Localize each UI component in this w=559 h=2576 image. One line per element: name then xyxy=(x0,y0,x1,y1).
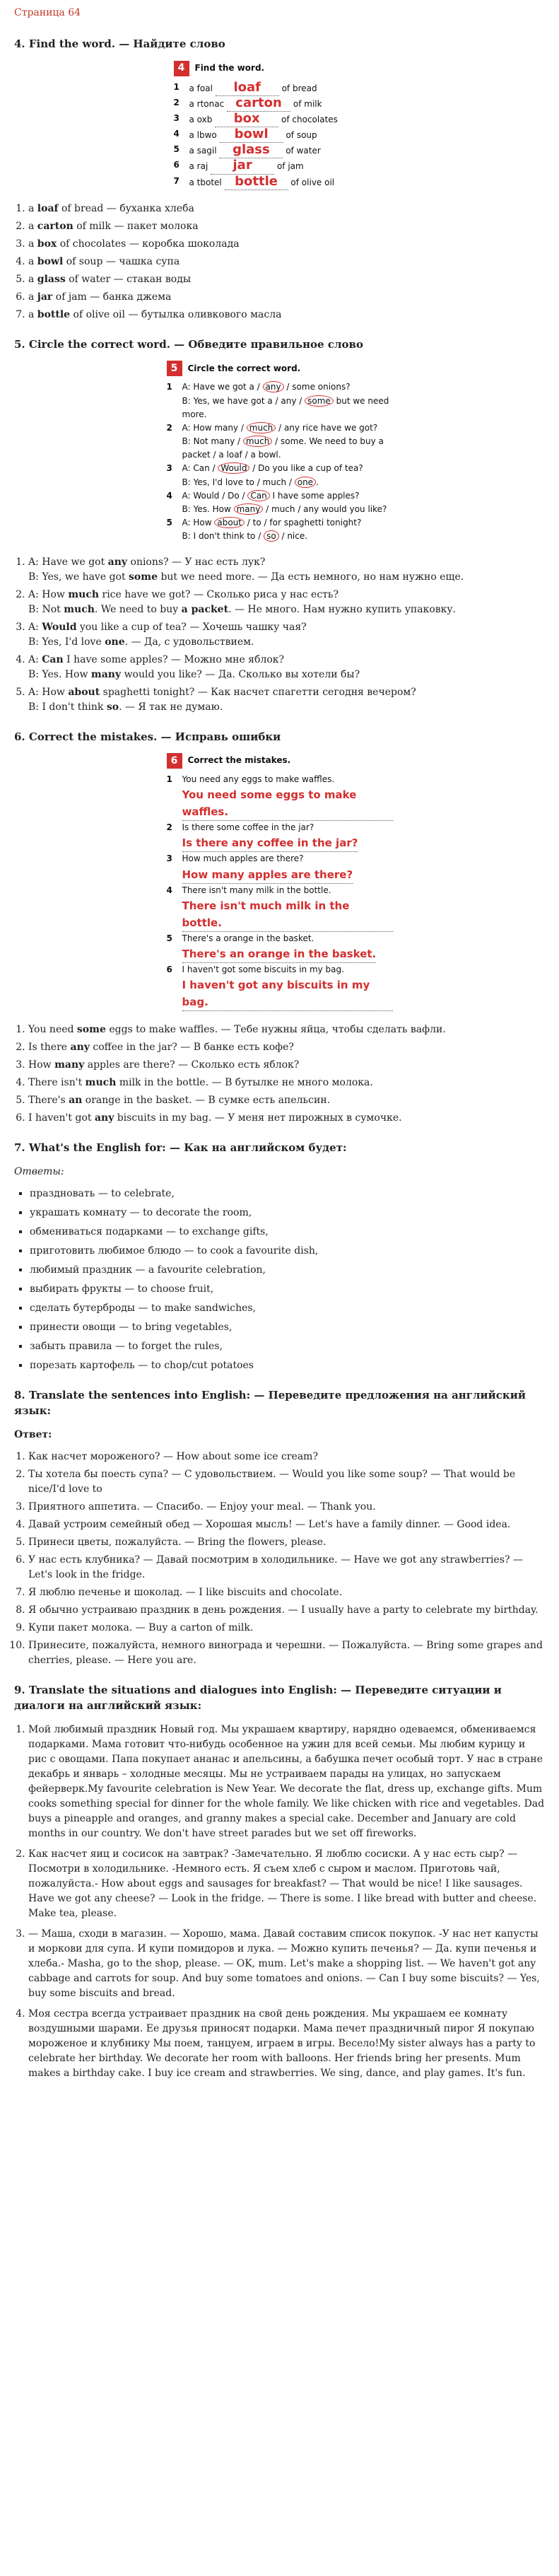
exercise-row xyxy=(167,380,393,421)
answer-item xyxy=(28,685,545,715)
row-suffix: of bread xyxy=(281,83,317,93)
row-body xyxy=(182,516,362,543)
answer-item xyxy=(28,237,545,252)
answer-line-a xyxy=(28,620,545,635)
section-4-answers xyxy=(14,202,545,322)
answer-word: some xyxy=(76,1024,106,1036)
answer-item xyxy=(28,1093,545,1108)
line-text: B: Not many / xyxy=(182,436,243,447)
vocab-item: ▪ забыть правила — to forget the rules, xyxy=(30,1339,545,1354)
exercise-5-rows xyxy=(167,380,393,543)
section-8-label: Ответ: xyxy=(14,1428,52,1440)
dialogue-line-b xyxy=(182,530,362,543)
answer-text: of jam — банка джема xyxy=(52,291,172,303)
answer-word: bowl xyxy=(37,255,64,267)
row-number: 4 xyxy=(173,129,180,139)
answer-word: much xyxy=(85,1077,117,1089)
section-8-list xyxy=(14,1450,545,1668)
answer-word: some xyxy=(129,571,158,583)
answer-text: but we need more. — Да есть немного, но нам нужно еще. xyxy=(158,571,464,583)
answer-item xyxy=(28,1076,545,1090)
answer-item xyxy=(28,308,545,322)
answer-line-a xyxy=(28,685,545,700)
answer-word: any xyxy=(94,1112,114,1124)
row-number: 1 xyxy=(166,774,172,785)
answer-line-a xyxy=(28,653,545,668)
original-sentence: I haven't got some biscuits in my bag. xyxy=(182,964,344,974)
line-text: A: How many / xyxy=(182,422,247,433)
handwritten-answer: bowl xyxy=(234,127,269,142)
handwritten-correction: Is there any coffee in the jar? xyxy=(182,834,358,852)
scrambled-word: a rtonac xyxy=(189,98,225,109)
answer-line-a xyxy=(28,588,545,602)
section-6-answers xyxy=(14,1022,545,1126)
answer-word: many xyxy=(90,668,122,680)
exercise-row xyxy=(167,462,393,489)
answer-line-b xyxy=(28,602,545,617)
scrambled-word: a lbwo xyxy=(189,130,217,141)
row-number: 3 xyxy=(166,853,172,864)
row-suffix: of water xyxy=(286,146,321,156)
translation-item: 9. Купи пакет молока. — Buy a carton of milk. xyxy=(28,1621,545,1636)
line-text: A: How xyxy=(182,518,215,528)
section-7-list xyxy=(14,1187,545,1373)
answer-text: you like a cup of tea? — Хочешь чашку чая? xyxy=(76,621,307,633)
vocab-item: ▪ праздновать — to celebrate, xyxy=(30,1187,545,1201)
circled-word: any xyxy=(263,381,284,392)
vocab-item: ▪ приготовить любимое блюдо — to cook a favourite dish, xyxy=(30,1244,545,1259)
translation-item: 6. У нас есть клубника? — Давай посмотрим в холодильнике. — Have we got any strawberries? — Let's look in the fridge. xyxy=(28,1553,545,1583)
answer-text: of bread — буханка хлеба xyxy=(58,202,194,214)
answer-text: I have some apples? — Можно мне яблок? xyxy=(63,653,285,665)
handwritten-answer: jar xyxy=(233,158,252,173)
original-sentence: There's a orange in the basket. xyxy=(182,933,314,943)
answer-item xyxy=(28,588,545,617)
section-9-list xyxy=(14,1723,545,2081)
answer-item xyxy=(28,219,545,234)
row-number: 6 xyxy=(166,964,172,974)
handwritten-answer: carton xyxy=(235,95,282,110)
exercise-row xyxy=(167,884,393,932)
row-body xyxy=(189,96,322,112)
vocab-item: ▪ выбирать фрукты — to choose fruit, xyxy=(30,1282,545,1297)
original-sentence: Is there some coffee in the jar? xyxy=(182,822,314,833)
answer-line-b xyxy=(28,570,545,585)
circled-word: about xyxy=(214,517,245,528)
answer-text: rice have we got? — Сколько риса у нас есть? xyxy=(99,588,339,600)
circled-word: one xyxy=(295,477,316,488)
vocab-item: ▪ обмениваться подарками — to exchange gifts, xyxy=(30,1225,545,1240)
answer-text: of milk — пакет молока xyxy=(73,220,199,232)
line-text: / to / for spaghetti tonight? xyxy=(244,518,362,528)
section-4-title: 4. Find the word. — Найдите слово xyxy=(14,37,225,50)
scrambled-word: a oxb xyxy=(189,114,213,124)
handwritten-correction: How many apples are there? xyxy=(182,866,353,884)
handwritten-correction: I haven't got any biscuits in my bag. xyxy=(182,977,393,1011)
answer-item xyxy=(28,1058,545,1073)
row-number: 1 xyxy=(166,382,172,392)
row-number: 4 xyxy=(166,490,172,501)
answer-word: a packet xyxy=(181,603,229,615)
dialogue-line-b xyxy=(182,476,363,489)
situation-item xyxy=(28,1927,545,2001)
section-9-title: 9. Translate the situations and dialogues into English: — Переведите ситуации и диалоги на английский язык: xyxy=(14,1683,502,1713)
scrambled-word: a sagil xyxy=(189,146,217,156)
row-body xyxy=(182,462,363,489)
exercise-row xyxy=(167,516,393,543)
row-number: 6 xyxy=(173,160,180,170)
answer-blank xyxy=(211,158,274,174)
answer-text: milk in the bottle. — В бутылке не много молока. xyxy=(116,1077,373,1089)
answer-text: . We need to buy xyxy=(94,603,182,615)
row-number: 5 xyxy=(166,518,172,528)
translation-item: 3. Приятного аппетита. — Спасибо. — Enjoy your meal. — Thank you. xyxy=(28,1500,545,1515)
section-7-title: 7. What's the English for: — Как на английском будет: xyxy=(14,1141,347,1155)
situation-text: 3. — Маша, сходи в магазин. — Хорошо, мама. Давай составим список покупок. -У нас нет капусты и моркови для супа. И купи помидоров и лука. — Можно купить печенья? — Да. купи печенья и хлеба.- Masha, go to the shop, please. — OK, mum. Let's make a shopping list. — We haven't got any cabbage and carrots for soup. And buy some tomatoes and onions. — Can I buy some biscuits? — Yes, buy some biscuits and bread. xyxy=(28,1928,540,1999)
row-body xyxy=(189,81,317,96)
answer-text: a xyxy=(28,291,37,303)
answer-word: an xyxy=(69,1095,83,1107)
dialogue-line-a xyxy=(182,462,363,475)
dialogue-line-a xyxy=(182,516,362,530)
handwritten-answer: box xyxy=(233,110,260,126)
exercise-row xyxy=(174,175,386,190)
answer-item xyxy=(28,290,545,305)
answer-item xyxy=(28,1040,545,1055)
exercise-row xyxy=(167,932,393,963)
row-suffix: of soup xyxy=(286,130,317,141)
answer-word: one xyxy=(105,636,125,648)
translation-item: 10. Принесите, пожалуйста, немного винограда и черешни. — Пожалуйста. — Bring some grapes and cherries, please. — Here you are. xyxy=(28,1638,545,1668)
section-6-title: 6. Correct the mistakes. — Исправь ошибки xyxy=(14,730,281,743)
exercise-title: Find the word. xyxy=(194,62,265,73)
row-body xyxy=(182,963,393,1011)
answer-word: so xyxy=(106,701,119,713)
answer-item xyxy=(28,272,545,287)
answer-text: of chocolates — коробка шоколада xyxy=(57,238,240,250)
answer-text: . — Да, с удовольствием. xyxy=(124,636,254,648)
answer-text: B: Yes, I'd love xyxy=(28,636,105,648)
original-sentence: You need any eggs to make waffles. xyxy=(182,774,335,785)
answer-blank xyxy=(215,112,278,127)
page-label: Страница 64 xyxy=(14,7,81,18)
dialogue-line-a xyxy=(182,489,387,503)
section-5-title: 5. Circle the correct word. — Обведите правильное слово xyxy=(14,337,363,351)
exercise-number: 6 xyxy=(167,753,182,769)
row-number: 2 xyxy=(166,822,172,833)
exercise-number: 5 xyxy=(167,361,182,376)
line-text: A: Have we got a / xyxy=(182,382,263,392)
answer-text: . — Я так не думаю. xyxy=(119,701,223,713)
exercise-5-image xyxy=(167,361,393,543)
answer-line-b xyxy=(28,700,545,715)
exercise-row xyxy=(167,852,393,883)
answer-text: I haven't got xyxy=(28,1112,95,1124)
line-text: . xyxy=(316,477,319,487)
row-body xyxy=(182,489,387,516)
answer-word: any xyxy=(107,556,128,568)
answer-text: a xyxy=(28,255,37,267)
translation-item: 2. Ты хотела бы поесть супа? — С удовольствием. — Would you like some soup? — That would be nice/I'd love to xyxy=(28,1467,545,1497)
original-sentence: How much apples are there? xyxy=(182,853,304,864)
row-body xyxy=(189,127,317,143)
answer-word: Would xyxy=(42,621,77,633)
line-text: B: Yes, I'd love to / much / xyxy=(182,477,295,487)
answer-text: B: Not xyxy=(28,603,64,615)
line-text: but we need more. xyxy=(182,395,389,419)
answer-text: apples are there? — Сколько есть яблок? xyxy=(84,1059,300,1071)
vocab-item: ▪ сделать бутерброды — to make sandwiches, xyxy=(30,1301,545,1316)
answer-blank xyxy=(219,143,283,158)
row-body xyxy=(189,143,321,158)
exercise-4-image xyxy=(174,61,386,190)
handwritten-answer: loaf xyxy=(233,79,261,95)
answer-text: B: Yes, we have got xyxy=(28,571,129,583)
scrambled-word: a foal xyxy=(189,83,213,93)
line-text: / nice. xyxy=(278,531,308,542)
row-body xyxy=(182,932,377,963)
answer-item xyxy=(28,620,545,650)
line-text: / Do you like a cup of tea? xyxy=(249,463,363,474)
line-text: / some onions? xyxy=(283,382,351,392)
row-number: 1 xyxy=(173,81,180,92)
answer-item xyxy=(28,1111,545,1126)
answer-text: . — Не много. Нам нужно купить упаковку. xyxy=(228,603,457,615)
row-body xyxy=(189,175,335,190)
row-body xyxy=(189,112,338,127)
answer-word: much xyxy=(64,603,95,615)
answer-text: of olive oil — бутылка оливкового масла xyxy=(70,308,282,320)
answer-word: much xyxy=(68,588,100,600)
row-suffix: of milk xyxy=(293,98,322,109)
answer-text: coffee in the jar? — В банке есть кофе? xyxy=(89,1042,294,1054)
dialogue-line-b xyxy=(182,435,393,462)
row-number: 5 xyxy=(166,933,172,943)
exercise-title: Correct the mistakes. xyxy=(187,755,291,766)
circled-word: Can xyxy=(247,490,269,501)
exercise-title: Circle the correct word. xyxy=(187,363,301,373)
exercise-row xyxy=(167,489,393,516)
line-text: I have some apples? xyxy=(269,490,360,501)
answer-text: B: I don't think xyxy=(28,701,107,713)
dialogue-line-b xyxy=(182,395,393,421)
answer-item xyxy=(28,255,545,269)
translation-item: 1. Как насчет мороженого? — How about some ice cream? xyxy=(28,1450,545,1464)
circled-word: Would xyxy=(218,462,249,474)
row-body xyxy=(182,421,393,462)
line-text: B: Yes, we have got a / any / xyxy=(182,395,305,406)
answer-text: spaghetti tonight? — Как насчет спагетти сегодня вечером? xyxy=(100,686,416,698)
answer-text: A: xyxy=(28,653,42,665)
vocab-item: ▪ порезать картофель — to chop/cut potatoes xyxy=(30,1358,545,1373)
row-body xyxy=(182,884,393,932)
answer-blank xyxy=(225,175,288,190)
scrambled-word: a raj xyxy=(189,161,208,172)
section-5-answers xyxy=(14,555,545,715)
circled-word: many xyxy=(234,503,264,515)
exercise-row xyxy=(167,773,393,821)
row-body xyxy=(182,380,393,421)
row-body xyxy=(182,852,353,883)
answer-line-b xyxy=(28,635,545,650)
translation-item: 4. Давай устроим семейный обед — Хорошая мысль! — Let's have a family dinner. — Good idea. xyxy=(28,1517,545,1532)
answer-text: eggs to make waffles. — Тебе нужны яйца, чтобы сделать вафли. xyxy=(105,1024,446,1036)
answer-text: There's xyxy=(28,1095,69,1107)
row-number: 2 xyxy=(173,97,180,107)
row-body xyxy=(182,773,393,821)
answer-text: a xyxy=(28,308,37,320)
situation-item xyxy=(28,1723,545,1841)
circled-word: so xyxy=(264,530,279,542)
answer-word: Can xyxy=(42,653,64,665)
dialogue-line-a xyxy=(182,421,393,435)
row-suffix: of olive oil xyxy=(290,177,335,187)
vocab-item: ▪ любимый праздник — a favourite celebration, xyxy=(30,1263,545,1278)
line-text: / any rice have we got? xyxy=(276,422,378,433)
exercise-row xyxy=(174,81,386,96)
exercise-row xyxy=(167,821,393,852)
row-number: 4 xyxy=(166,885,172,895)
answer-text: a xyxy=(28,273,37,285)
line-text: A: Can / xyxy=(182,463,218,474)
row-number: 5 xyxy=(173,144,180,155)
answer-item xyxy=(28,555,545,585)
exercise-row xyxy=(174,96,386,112)
section-7-label: Ответы: xyxy=(14,1165,64,1177)
handwritten-correction: There's an orange in the basket. xyxy=(182,945,377,963)
answer-word: many xyxy=(54,1059,85,1071)
circled-word: some xyxy=(305,395,334,407)
answer-text: biscuits in my bag. — У меня нет пирожных в сумочке. xyxy=(114,1112,402,1124)
answer-word: bottle xyxy=(37,308,71,320)
translation-item: 7. Я люблю печенье и шоколад. — I like biscuits and chocolate. xyxy=(28,1585,545,1600)
exercise-number: 4 xyxy=(174,61,189,76)
scrambled-word: a tbotel xyxy=(189,177,222,187)
situation-text: 4. Моя сестра всегда устраивает праздник на свой день рождения. Мы украшаем ее комнату воздушными шарами. Ее друзья приносят подарки. Мама печет праздничный пирог Я покупаю мороженое и клубнику Мы поем, танцуем, играем в игры. Весело!My sister always has a party to celebrate her birthday. We decorate her room with balloons. Her friends bring her presents. Mum makes a birthday cake. I buy ice cream and strawberries. We sing, dance, and play games. It's fun. xyxy=(28,2007,536,2079)
exercise-4-rows xyxy=(174,81,386,190)
answer-word: jar xyxy=(37,291,53,303)
translation-item: 5. Принеси цветы, пожалуйста. — Bring the flowers, please. xyxy=(28,1535,545,1550)
answer-text: There isn't xyxy=(28,1077,86,1089)
line-text: / much / any would you like? xyxy=(263,504,387,514)
answer-line-b xyxy=(28,668,545,682)
answer-line-a xyxy=(28,555,545,570)
section-8-title: 8. Translate the sentences into English: — Переведите предложения на английский язык: xyxy=(14,1388,526,1418)
answer-text: a xyxy=(28,220,37,232)
answer-text: of soup — чашка супа xyxy=(63,255,180,267)
circled-word: much xyxy=(243,436,273,447)
exercise-row xyxy=(174,143,386,158)
answer-word: glass xyxy=(37,273,66,285)
answer-text: How xyxy=(28,1059,55,1071)
answer-word: about xyxy=(68,686,100,698)
row-body xyxy=(189,158,304,174)
handwritten-correction: You need some eggs to make waffles. xyxy=(182,786,393,821)
answer-text: A: How xyxy=(28,686,69,698)
exercise-6-rows xyxy=(167,773,393,1011)
situation-text: 1. Мой любимый праздник Новый год. Мы украшаем квартиру, нарядно одеваемся, обмениваемся подарками. Мама готовит что-нибудь особенное на ужин для всей семьи. Мы любим курицу и рис с овощами. Папа покупает ананас и апельсины, а бабушка печет особый торт. У нас в стране декабрь и январь – холодные месяцы. Мы не устраиваем парады на улицах, но запускаем фейерверк.My favourite celebration is New Year. We decorate the flat, dress up, exchange gifts. Mum cooks something special for dinner for the whole family. We like chicken with rice and vegetables. Dad buys a pineapple and oranges, and granny makes a special cake. December and January are cold months in our country. We don't have street parades but we set off fireworks. xyxy=(28,1723,545,1839)
exercise-row xyxy=(167,963,393,1011)
answer-text: a xyxy=(28,238,37,250)
handwritten-correction: There isn't much milk in the bottle. xyxy=(182,897,393,932)
answer-text: would you like? — Да. Сколько вы хотели бы? xyxy=(121,668,360,680)
dialogue-line-b xyxy=(182,503,387,516)
answer-text: Is there xyxy=(28,1042,71,1054)
answer-blank xyxy=(220,127,283,143)
answer-text: A: How xyxy=(28,588,69,600)
answer-text: You need xyxy=(28,1024,77,1036)
line-text: B: I don't think to / xyxy=(182,531,264,542)
situation-item xyxy=(28,2007,545,2081)
original-sentence: There isn't many milk in the bottle. xyxy=(182,885,331,895)
answer-item xyxy=(28,653,545,682)
answer-text: A: Have we got xyxy=(28,556,108,568)
vocab-item: ▪ украшать комнату — to decorate the room, xyxy=(30,1206,545,1220)
situation-item xyxy=(28,1847,545,1921)
handwritten-answer: glass xyxy=(233,142,270,158)
answer-text: A: xyxy=(28,621,42,633)
answer-text: a xyxy=(28,202,37,214)
answer-word: carton xyxy=(37,220,73,232)
row-suffix: of jam xyxy=(276,161,304,172)
exercise-row xyxy=(167,421,393,462)
exercise-row xyxy=(174,158,386,174)
exercise-6-image xyxy=(167,753,393,1011)
exercise-row xyxy=(174,112,386,127)
vocab-item: ▪ принести овощи — to bring vegetables, xyxy=(30,1320,545,1335)
exercise-row xyxy=(174,127,386,143)
answer-text: onions? — У нас есть лук? xyxy=(127,556,266,568)
row-number: 3 xyxy=(166,463,172,474)
answer-text: B: Yes. How xyxy=(28,668,91,680)
answer-word: any xyxy=(70,1042,90,1054)
answer-word: box xyxy=(37,238,57,250)
answer-blank xyxy=(216,81,279,96)
situation-text: 2. Как насчет яиц и сосисок на завтрак? -Замечательно. Я люблю сосиски. А у нас есть сыр? — Посмотри в холодильнике. -Немного есть. Я съем хлеб с сыром и маслом. Приготовь чай, пожалуйста.- How about eggs and sausages for breakfast? — That would be nice! I like sausages. Have we got any cheese? — Look in the fridge. — There is some. I like bread with butter and cheese. Make tea, please. xyxy=(28,1848,537,1919)
answer-text: orange in the basket. — В сумке есть апельсин. xyxy=(82,1095,331,1107)
answer-item xyxy=(28,1022,545,1037)
row-body xyxy=(182,821,358,852)
answer-item xyxy=(28,202,545,216)
answer-word: loaf xyxy=(37,202,59,214)
row-number: 7 xyxy=(173,175,180,186)
row-suffix: of chocolates xyxy=(281,114,338,124)
translation-item: 8. Я обычно устраиваю праздник в день рождения. — I usually have a party to celebrate my birthday. xyxy=(28,1603,545,1618)
line-text: B: Yes. How xyxy=(182,504,234,514)
answer-text: of water — стакан воды xyxy=(65,273,191,285)
answer-blank xyxy=(227,96,290,112)
circled-word: much xyxy=(247,422,276,433)
line-text: A: Would / Do / xyxy=(182,490,248,501)
row-number: 3 xyxy=(173,112,180,123)
dialogue-line-a xyxy=(182,380,393,394)
handwritten-answer: bottle xyxy=(235,173,278,189)
line-text: / some. We need to buy a packet / a loaf / a bowl. xyxy=(182,436,384,460)
row-number: 2 xyxy=(166,422,172,433)
